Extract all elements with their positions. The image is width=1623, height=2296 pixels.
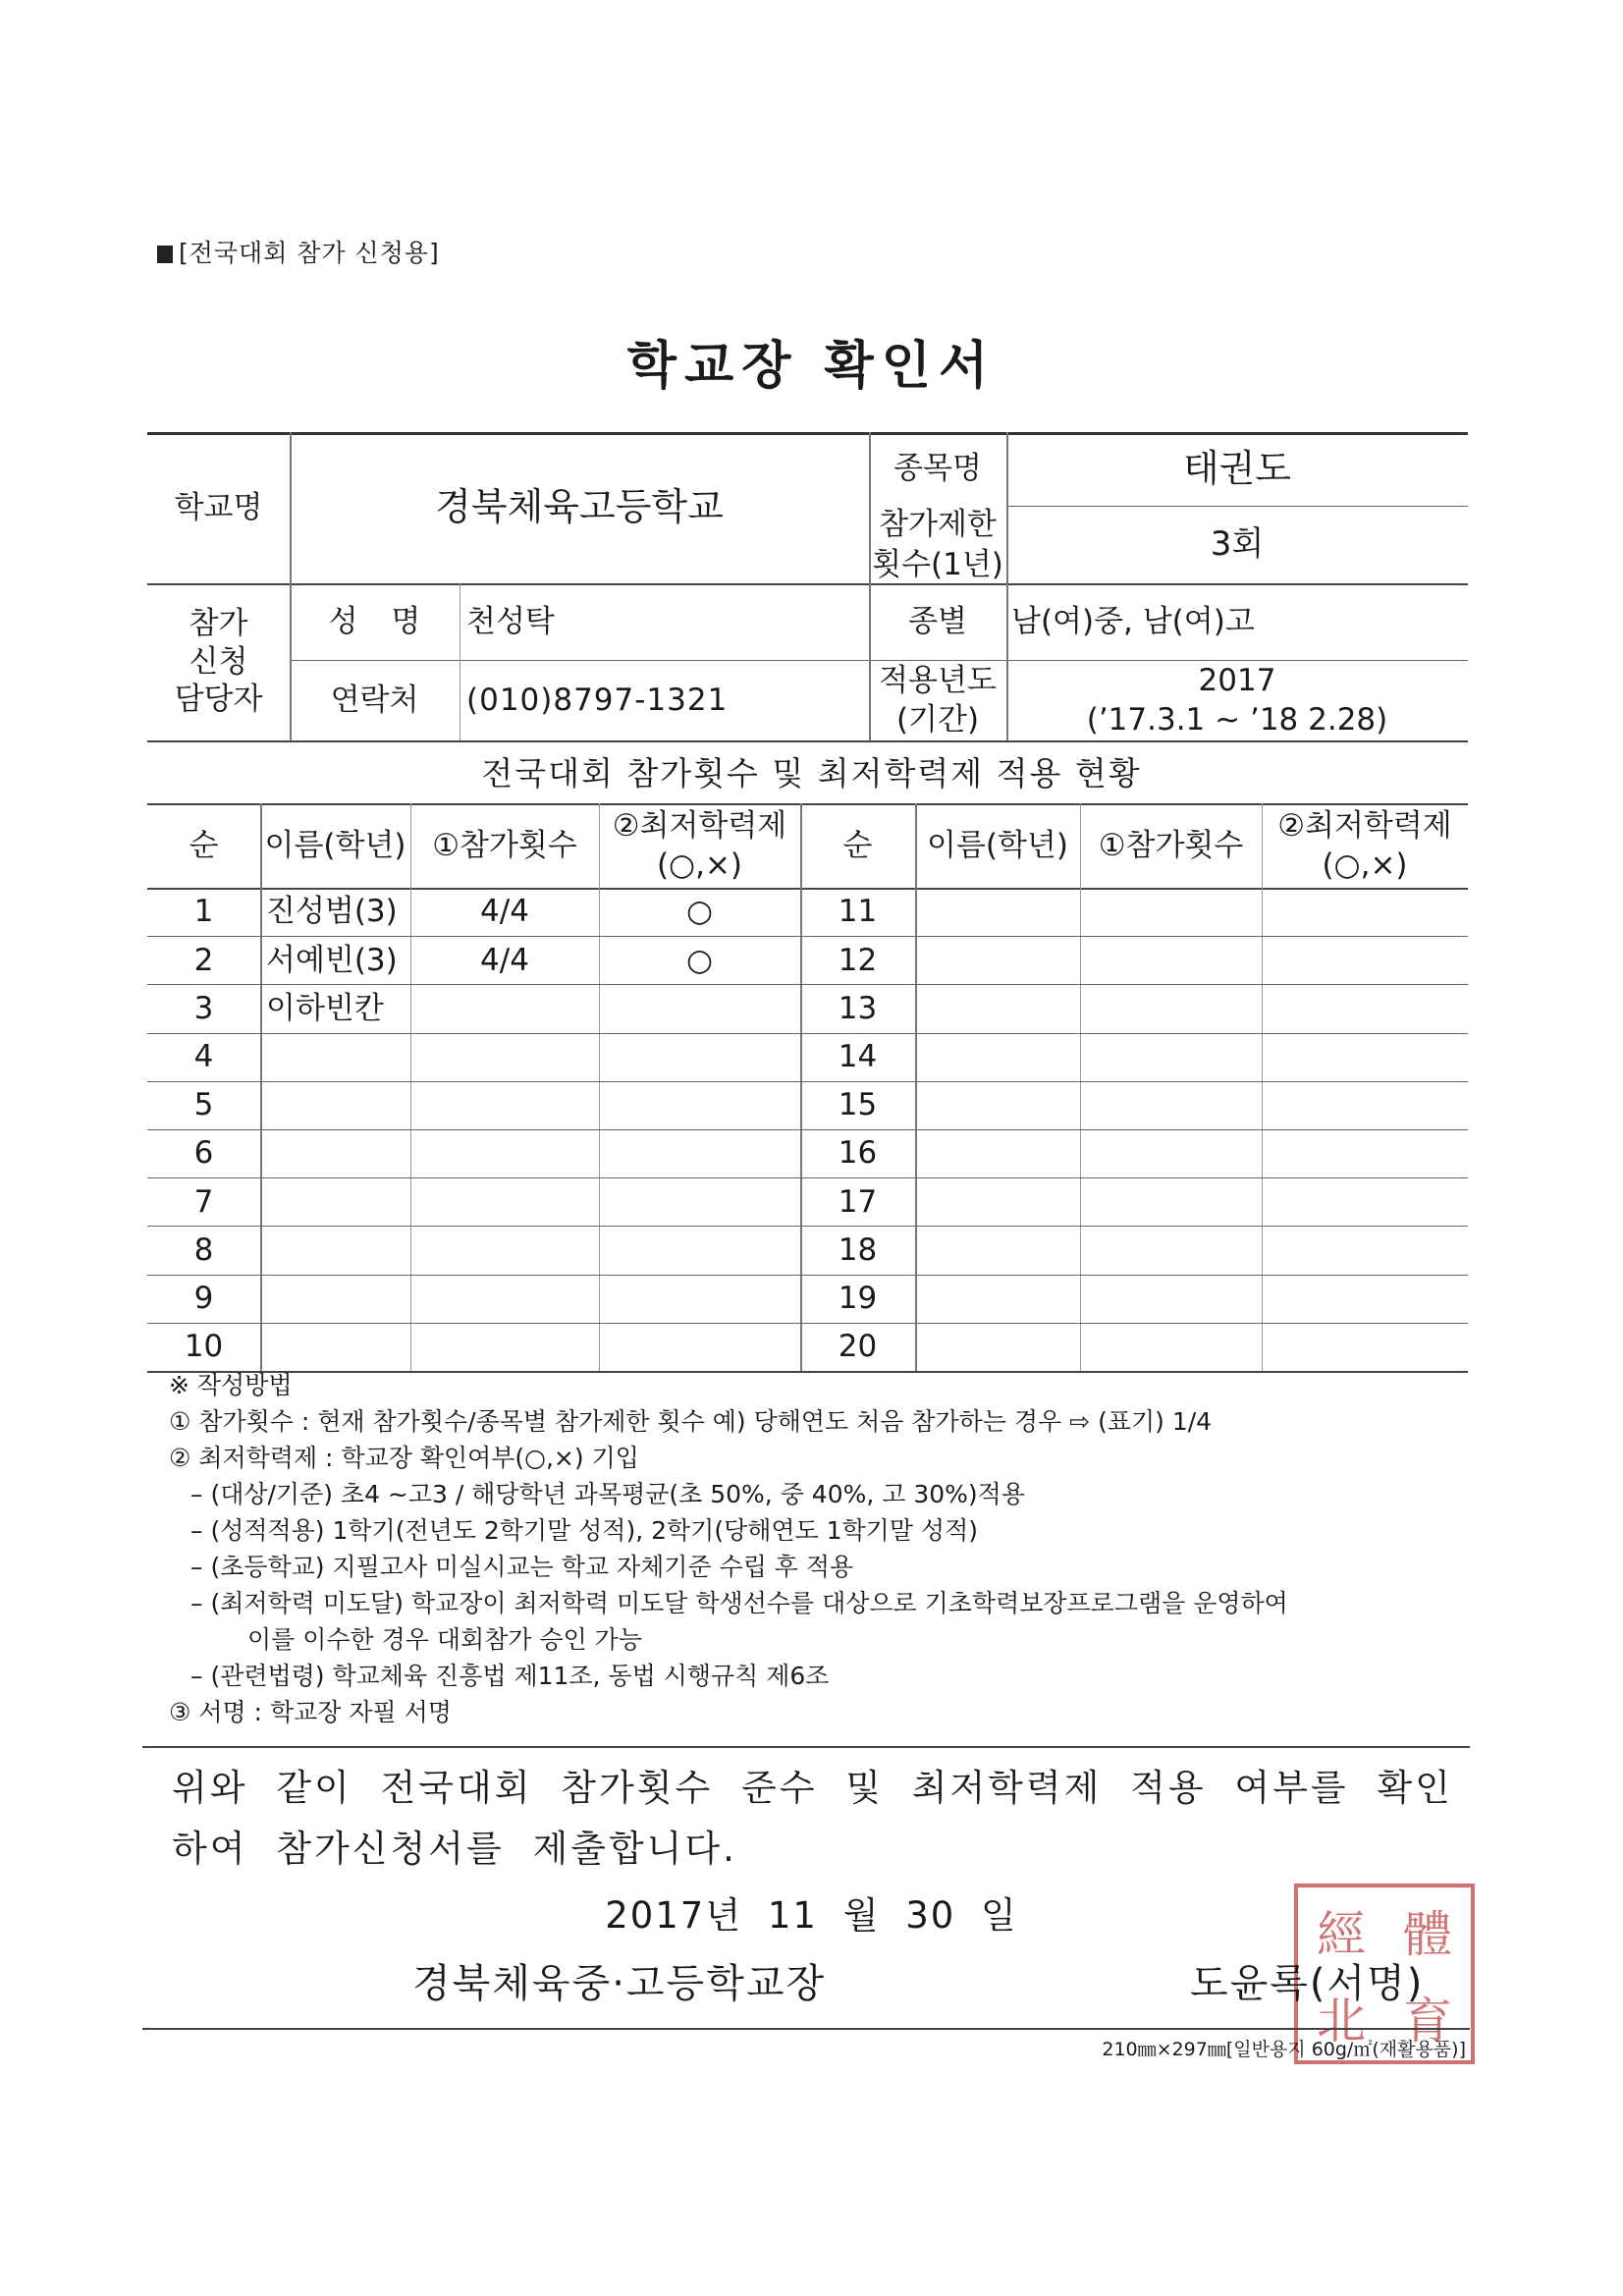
phone-label: 연락처 [330, 682, 419, 718]
name-label: 성 명 [328, 603, 421, 639]
contact-label-line2: 신청 [189, 643, 248, 680]
row-number-right: 19 [838, 1281, 878, 1317]
row-number-right: 18 [838, 1231, 878, 1268]
document-title: 학교장 확인서 [626, 337, 997, 396]
row-min-level [599, 1275, 800, 1323]
footer-border [142, 2028, 1470, 2030]
row-number: 2 [193, 942, 214, 978]
row-number-right: 11 [838, 894, 878, 930]
row-number: 4 [193, 1039, 214, 1075]
row-number: 5 [193, 1087, 214, 1123]
note-item: ② 최저학력제 : 학교장 확인여부(○,×) 기입 [169, 1444, 639, 1472]
header-min-line2: (○,×) [656, 847, 743, 883]
table-col-divider [1080, 803, 1081, 1371]
header-min-line1: ②최저학력제 [612, 807, 787, 844]
row-name: 진성범(3) [266, 894, 398, 930]
table-col-divider [1262, 803, 1263, 1371]
row-name: 이하빈칸 [266, 990, 384, 1026]
row-min-level [599, 1323, 800, 1371]
row-count: 4/4 [480, 894, 529, 930]
row-min-level [599, 1129, 800, 1177]
row-name: 서예빈(3) [266, 942, 398, 978]
table-col-divider [260, 803, 262, 1371]
row-number-right: 17 [838, 1183, 878, 1220]
notes-heading: ※ 작성방법 [169, 1371, 293, 1399]
principal-title: 경북체육중·고등학교장 [412, 1961, 827, 2006]
note-item: – (최저학력 미도달) 학교장이 최저학력 미도달 학생선수를 대상으로 기초학력보장프로그램을 운영하여 [190, 1589, 1288, 1617]
header-name-right: 이름(학년) [927, 827, 1068, 863]
statement-line1: 위와 같이 전국대회 참가횟수 준수 및 최저학력제 적용 여부를 확인 [172, 1767, 1453, 1809]
row-name [266, 1081, 410, 1129]
row-name [266, 1177, 410, 1226]
table-col-divider [915, 803, 917, 1371]
note-item: 이를 이수한 경우 대회참가 승인 가능 [247, 1625, 642, 1654]
header-no: 순 [189, 827, 219, 863]
seal-char: 育 [1403, 1993, 1452, 2050]
row-number-right: 15 [838, 1087, 878, 1123]
row-name [266, 1275, 410, 1323]
row-number-right: 14 [838, 1039, 878, 1075]
form-type-label [157, 234, 440, 269]
header-min-level-right [1262, 803, 1468, 888]
year-value-line2: (’17.3.1 ~ ’18 2.28) [1086, 702, 1388, 738]
row-name [266, 1129, 410, 1177]
school-value: 경북체육고등학교 [435, 485, 724, 529]
row-count [410, 1275, 599, 1323]
note-item: ① 참가횟수 : 현재 참가횟수/종목별 참가제한 횟수 예) 당해연도 처음 참가하는 경우 ⇨ (표기) 1/4 [169, 1407, 1213, 1436]
square-bullet-icon [157, 246, 173, 263]
school-label: 학교명 [174, 489, 263, 525]
row-number-right: 20 [838, 1329, 878, 1365]
confirmation-statement [172, 1758, 1453, 1880]
row-count [410, 1323, 599, 1371]
note-item: – (초등학교) 지필고사 미실시교는 학교 자체기준 수립 후 적용 [190, 1553, 854, 1581]
row-count [410, 1081, 599, 1129]
statement-line2: 하여 참가신청서를 제출합니다. [172, 1828, 737, 1870]
info-bottom-border [147, 740, 1468, 742]
event-value: 태권도 [1182, 446, 1292, 490]
header-count-right: ①참가횟수 [1098, 827, 1244, 863]
row-count [410, 1226, 599, 1274]
header-min-level [599, 803, 800, 888]
row-min-level: ○ [685, 942, 714, 978]
row-min-level [599, 1177, 800, 1226]
header-no-right: 순 [842, 827, 873, 863]
row-number-right: 13 [838, 990, 878, 1026]
name-value: 천성탁 [466, 603, 555, 639]
limit-label [869, 506, 1006, 583]
year-value [1006, 660, 1468, 740]
row-number: 3 [193, 990, 214, 1026]
row-min-level [599, 1033, 800, 1081]
row-name [266, 1323, 410, 1371]
seal-char: 北 [1317, 1993, 1366, 2050]
row-number: 7 [193, 1183, 214, 1220]
row-min-level: ○ [685, 894, 714, 930]
contact-label-line3: 담당자 [174, 682, 263, 718]
year-label-line2: (기간) [895, 702, 980, 738]
paper-spec: 210㎜×297㎜[일반용지 60g/㎡(재활용품)] [1102, 2039, 1466, 2060]
header-count: ①참가횟수 [432, 827, 577, 863]
seal-char: 經 [1317, 1906, 1366, 1963]
notes-bottom-border [142, 1746, 1470, 1748]
row-number-right: 12 [838, 942, 878, 978]
phone-value: (010)8797-1321 [466, 682, 729, 718]
year-value-line1: 2017 [1198, 662, 1276, 698]
category-value: 남(여)중, 남(여)고 [1011, 603, 1255, 639]
note-item: – (관련법령) 학교체육 진흥법 제11조, 동법 시행규칙 제6조 [190, 1662, 830, 1690]
row-number-right: 16 [838, 1135, 878, 1172]
header-name: 이름(학년) [264, 827, 406, 863]
note-item: ③ 서명 : 학교장 자필 서명 [169, 1698, 452, 1726]
note-item: – (대상/기준) 초4 ~고3 / 해당학년 과목평균(초 50%, 중 40%, 고 30%)적용 [190, 1480, 1025, 1508]
row-count [410, 1177, 599, 1226]
row-number: 6 [193, 1135, 214, 1172]
header-min-line2: (○,×) [1322, 847, 1408, 883]
row-count [410, 1033, 599, 1081]
row-min-level [599, 1081, 800, 1129]
year-label-line1: 적용년도 [879, 662, 997, 698]
year-label [869, 660, 1006, 740]
document-date: 2017년 11 월 30 일 [605, 1894, 1018, 1937]
row-count [410, 984, 599, 1032]
row-min-level [599, 984, 800, 1032]
form-type-text: [전국대회 참가 신청용] [179, 239, 440, 267]
note-item: – (성적적용) 1학기(전년도 2학기말 성적), 2학기(당해연도 1학기말 성적) [190, 1516, 978, 1545]
contact-person-label [147, 583, 290, 740]
limit-label-line2: 횟수(1년) [872, 546, 1003, 582]
instructions-notes [169, 1367, 1465, 1730]
limit-value: 3회 [1210, 524, 1265, 565]
row-number: 8 [193, 1231, 214, 1268]
row-number: 1 [193, 894, 214, 930]
principal-signature: 도윤록(서명) [1190, 1961, 1425, 2006]
row-count: 4/4 [480, 942, 529, 978]
row-count [410, 1129, 599, 1177]
row-number: 9 [193, 1281, 214, 1317]
header-min-line1: ②최저학력제 [1277, 807, 1452, 844]
row-name [266, 1033, 410, 1081]
category-label: 종별 [908, 603, 967, 639]
seal-char: 體 [1403, 1906, 1452, 1963]
event-label: 종목명 [893, 451, 982, 487]
contact-label-line1: 참가 [189, 605, 248, 641]
row-number: 10 [184, 1329, 224, 1365]
limit-label-line1: 참가제한 [879, 507, 997, 543]
row-min-level [599, 1226, 800, 1274]
row-name [266, 1226, 410, 1274]
section-title: 전국대회 참가횟수 및 최저학력제 적용 현황 [481, 754, 1142, 793]
